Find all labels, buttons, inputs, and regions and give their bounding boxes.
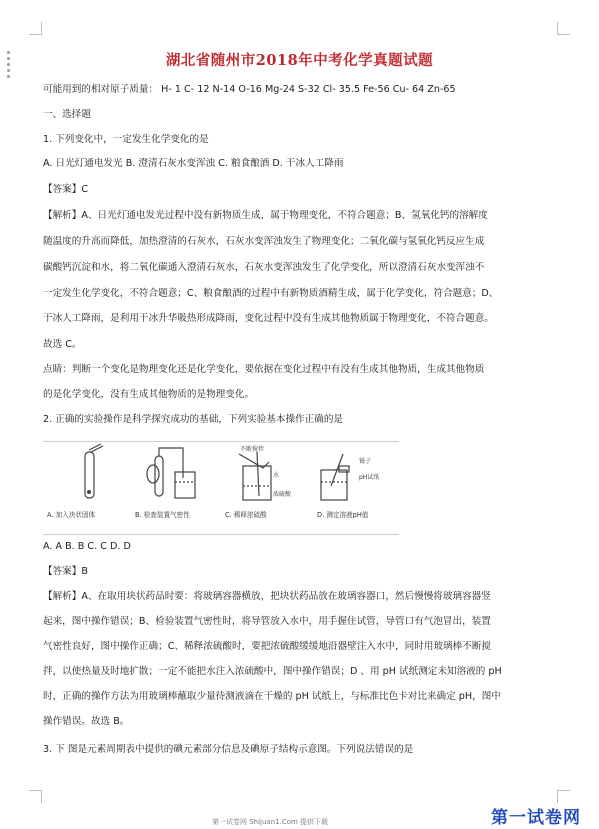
analysis-1-line: 【解析】A、日光灯通电发光过程中没有新物质生成，属于物理变化，不符合题意；B、氢氧化钙的溶解度 (43, 210, 488, 221)
analysis-2-line: 拌，以使热量及时地扩散；一定不能把水注入浓硫酸中，图中操作错误；D 、用 pH 试纸测定未知溶液的 pH (43, 666, 502, 677)
section-heading: 一、选择题 (43, 109, 91, 120)
caption-d: D. 测定溶液pH值 (317, 511, 369, 519)
answer-2: 【答案】B (43, 566, 88, 577)
crop-mark-top-left (29, 22, 42, 35)
analysis-1-line: 干冰人工降雨，是利用干冰升华吸热形成降雨，变化过程中没有生成其他物质属于物理变化，不符合题意。 (43, 313, 494, 324)
hint-1-line: 的是化学变化，没有生成其他物质的是物理变化。 (43, 389, 255, 400)
question-1-options: A. 日光灯通电发光 B. 澄清石灰水变浑浊 C. 粮食酿酒 D. 干冰人工降雨 (43, 158, 344, 169)
crop-mark-top-right (557, 22, 570, 35)
analysis-2-line: 操作错误。故选 B。 (43, 716, 130, 727)
label-water: 水 (273, 472, 280, 479)
question-1: 1. 下列变化中，一定发生化学变化的是 (43, 134, 209, 145)
label-tweezers: 镊子 (359, 458, 372, 465)
page-title: 湖北省随州市2018年中考化学真题试题 (165, 52, 434, 69)
crop-mark-bottom-left (29, 790, 42, 803)
analysis-2-line: 时，正确的操作方法为用玻璃棒蘸取少量待测液滴在干燥的 pH 试纸上，与标准比色卡对比来确定 pH，图中 (43, 691, 501, 702)
analysis-1-line: 一定发生化学变化，不符合题意；C、粮食酿酒的过程中有新物质酒精生成，属于化学变化，符合题意；D、 (43, 288, 499, 299)
hint-1-line: 点睛：判断一个变化是物理变化还是化学变化，要依据在变化过程中有没有生成其他物质，生成其他物质 (43, 364, 485, 375)
analysis-1-line: 随温度的升高而降低，加热澄清的石灰水，石灰水变浑浊发生了物理变化；二氧化碳与氢氧化钙反应生成 (43, 236, 485, 247)
footer-text: 第一试卷网 Shijuan1.Com 提供下载 (212, 818, 329, 826)
analysis-2-line: 气密性良好，图中操作正确；C、稀释浓硫酸时，要把浓硫酸缓缓地沿器壁注入水中，同时用玻璃棒不断搅 (43, 641, 492, 652)
caption-a: A. 加入块状固体 (47, 511, 96, 519)
question-2-options: A. A B. B C. C D. D (43, 541, 131, 552)
atomic-mass-line: 可能用到的相对原子质量： H- 1 C- 12 N-14 O-16 Mg-24 S-32 Cl- 35.5 Fe-56 Cu- 64 Zn-65 (43, 84, 456, 95)
question-2: 2. 正确的实验操作是科学探究成功的基础，下列实验基本操作正确的是 (43, 414, 344, 425)
page-footer (0, 803, 599, 828)
crop-mark-bottom-right (557, 790, 570, 803)
label-stirring: 不断搅拌 (240, 446, 265, 453)
analysis-1-line: 故选 C。 (43, 339, 82, 350)
analysis-1-line: 碳酸钙沉淀和水，将二氧化碳通入澄清石灰水，石灰水变浑浊发生了化学变化，所以澄清石灰水变浑浊不 (43, 262, 485, 273)
analysis-2-line: 起来，图中操作错误；B、检验装置气密性时，将导管放入水中，用手握住试管，导管口有气泡冒出，装置 (43, 616, 491, 627)
brand-watermark: 第一试卷网 (491, 808, 581, 828)
question-3: 3. 下 图是元素周期表中提供的碘元素部分信息及碘原子结构示意图。下列说法错误的是 (43, 744, 414, 755)
answer-1: 【答案】C (43, 184, 89, 195)
label-ph-paper: pH试纸 (359, 474, 380, 481)
label-acid: 浓硫酸 (273, 491, 292, 498)
lab-operations-figure (43, 441, 399, 535)
caption-b: B. 检查装置气密性 (135, 511, 190, 519)
caption-c: C. 稀释浓硫酸 (225, 511, 267, 519)
lab-apparatus-drawing (43, 442, 399, 534)
analysis-2-line: 【解析】A、在取用块状药品时要：将玻璃容器横放，把块状药品放在玻璃容器口，然后慢慢将玻璃容器竖 (43, 591, 491, 602)
